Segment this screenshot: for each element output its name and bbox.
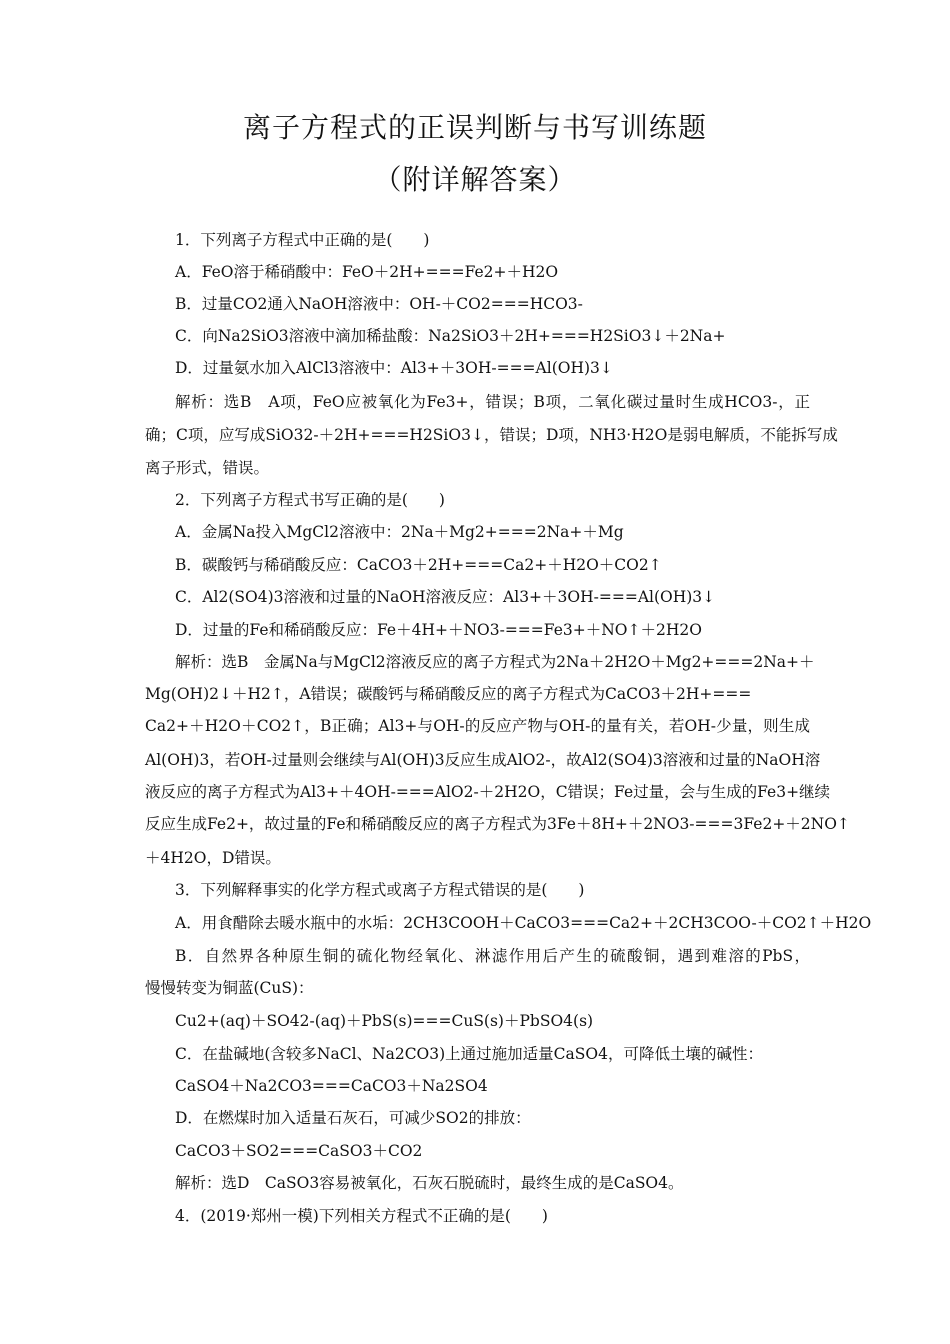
q2-option-b: B．碳酸钙与稀硝酸反应：CaCO3＋2H+===Ca2+＋H2O＋CO2↑: [175, 556, 662, 574]
q3-option-d: D．在燃煤时加入适量石灰石，可减少SO2的排放：: [175, 1109, 531, 1127]
q2-option-c: C．Al2(SO4)3溶液和过量的NaOH溶液反应：Al3+＋3OH-===Al(OH)3↓: [175, 588, 716, 606]
q1-option-d: D．过量氨水加入AlCl3溶液中：Al3+＋3OH-===Al(OH)3↓: [175, 359, 613, 377]
q2-analysis-line: Al(OH)3，若OH-过量则会继续与Al(OH)3反应生成AlO2-，故Al2(SO4)3溶液和过量的NaOH溶: [145, 751, 821, 769]
q3-option-a: A．用食醋除去暖水瓶中的水垢：2CH3COOH＋CaCO3===Ca2+＋2CH3COO-＋CO2↑＋H2O: [175, 914, 872, 932]
q2-analysis-line: 反应生成Fe2+，故过量的Fe和稀硝酸反应的离子方程式为3Fe＋8H+＋2NO3-===3Fe2+＋2NO↑: [145, 815, 850, 833]
q2-analysis-line: ＋4H2O，D错误。: [145, 849, 281, 867]
q1-analysis-line: 离子形式，错误。: [145, 459, 270, 477]
q2-analysis-line: 液反应的离子方程式为Al3+＋4OH-===AlO2-＋2H2O，C错误；Fe过量，会与生成的Fe3+继续: [145, 783, 831, 801]
q2-analysis-line: Ca2+＋H2O＋CO2↑，B正确；Al3+与OH-的反应产物与OH-的量有关，若OH-少量，则生成: [145, 717, 810, 735]
document-title: 离子方程式的正误判断与书写训练题: [242, 111, 707, 144]
q1-option-c: C．向Na2SiO3溶液中滴加稀盐酸：Na2SiO3＋2H+===H2SiO3↓＋2Na+: [175, 327, 726, 345]
q1-option-a: A．FeO溶于稀硝酸中：FeO＋2H+===Fe2+＋H2O: [175, 263, 559, 281]
q3-option-c: C．在盐碱地(含较多NaCl、Na2CO3)上通过施加适量CaSO4，可降低土壤的碱性：: [175, 1045, 763, 1063]
q3-analysis-line: 解析：选D CaSO3容易被氧化，石灰石脱硫时，最终生成的是CaSO4。: [175, 1174, 684, 1192]
document-subtitle: （附详解答案）: [373, 163, 577, 196]
q2-option-d: D．过量的Fe和稀硝酸反应：Fe＋4H+＋NO3-===Fe3+＋NO↑＋2H2O: [175, 621, 702, 639]
q1-analysis-line: 解析：选B A项，FeO应被氧化为Fe3+，错误；B项，二氧化碳过量时生成HCO3-，正: [175, 393, 810, 411]
q3-option-b-equation: Cu2+(aq)＋SO42-(aq)＋PbS(s)===CuS(s)＋PbSO4(s): [175, 1012, 594, 1030]
q2-analysis-line: Mg(OH)2↓＋H2↑，A错误；碳酸钙与稀硝酸反应的离子方程式为CaCO3＋2H+===: [145, 685, 752, 703]
q3-option-c-equation: CaSO4＋Na2CO3===CaCO3＋Na2SO4: [175, 1077, 488, 1095]
q2-stem: 2．下列离子方程式书写正确的是( ): [175, 491, 445, 509]
q1-analysis-line: 确；C项，应写成SiO32-＋2H+===H2SiO3↓，错误；D项，NH3·H2O是弱电解质，不能拆写成: [145, 426, 838, 444]
q3-option-d-equation: CaCO3＋SO2===CaSO3＋CO2: [175, 1142, 423, 1160]
q1-option-b: B．过量CO2通入NaOH溶液中：OH-＋CO2===HCO3-: [175, 295, 583, 313]
q2-option-a: A．金属Na投入MgCl2溶液中：2Na＋Mg2+===2Na+＋Mg: [175, 523, 624, 541]
q3-stem: 3．下列解释事实的化学方程式或离子方程式错误的是( ): [175, 881, 585, 899]
q3-option-b: B．自然界各种原生铜的硫化物经氧化、淋滤作用后产生的硫酸铜，遇到难溶的PbS，: [175, 947, 810, 965]
q4-stem: 4．(2019·郑州一模)下列相关方程式不正确的是( ): [175, 1207, 548, 1225]
q1-stem: 1．下列离子方程式中正确的是( ): [175, 231, 430, 249]
q3-option-b-cont: 慢慢转变为铜蓝(CuS)：: [145, 979, 314, 997]
q2-analysis-line: 解析：选B 金属Na与MgCl2溶液反应的离子方程式为2Na＋2H2O＋Mg2+===2Na+＋: [175, 653, 815, 671]
